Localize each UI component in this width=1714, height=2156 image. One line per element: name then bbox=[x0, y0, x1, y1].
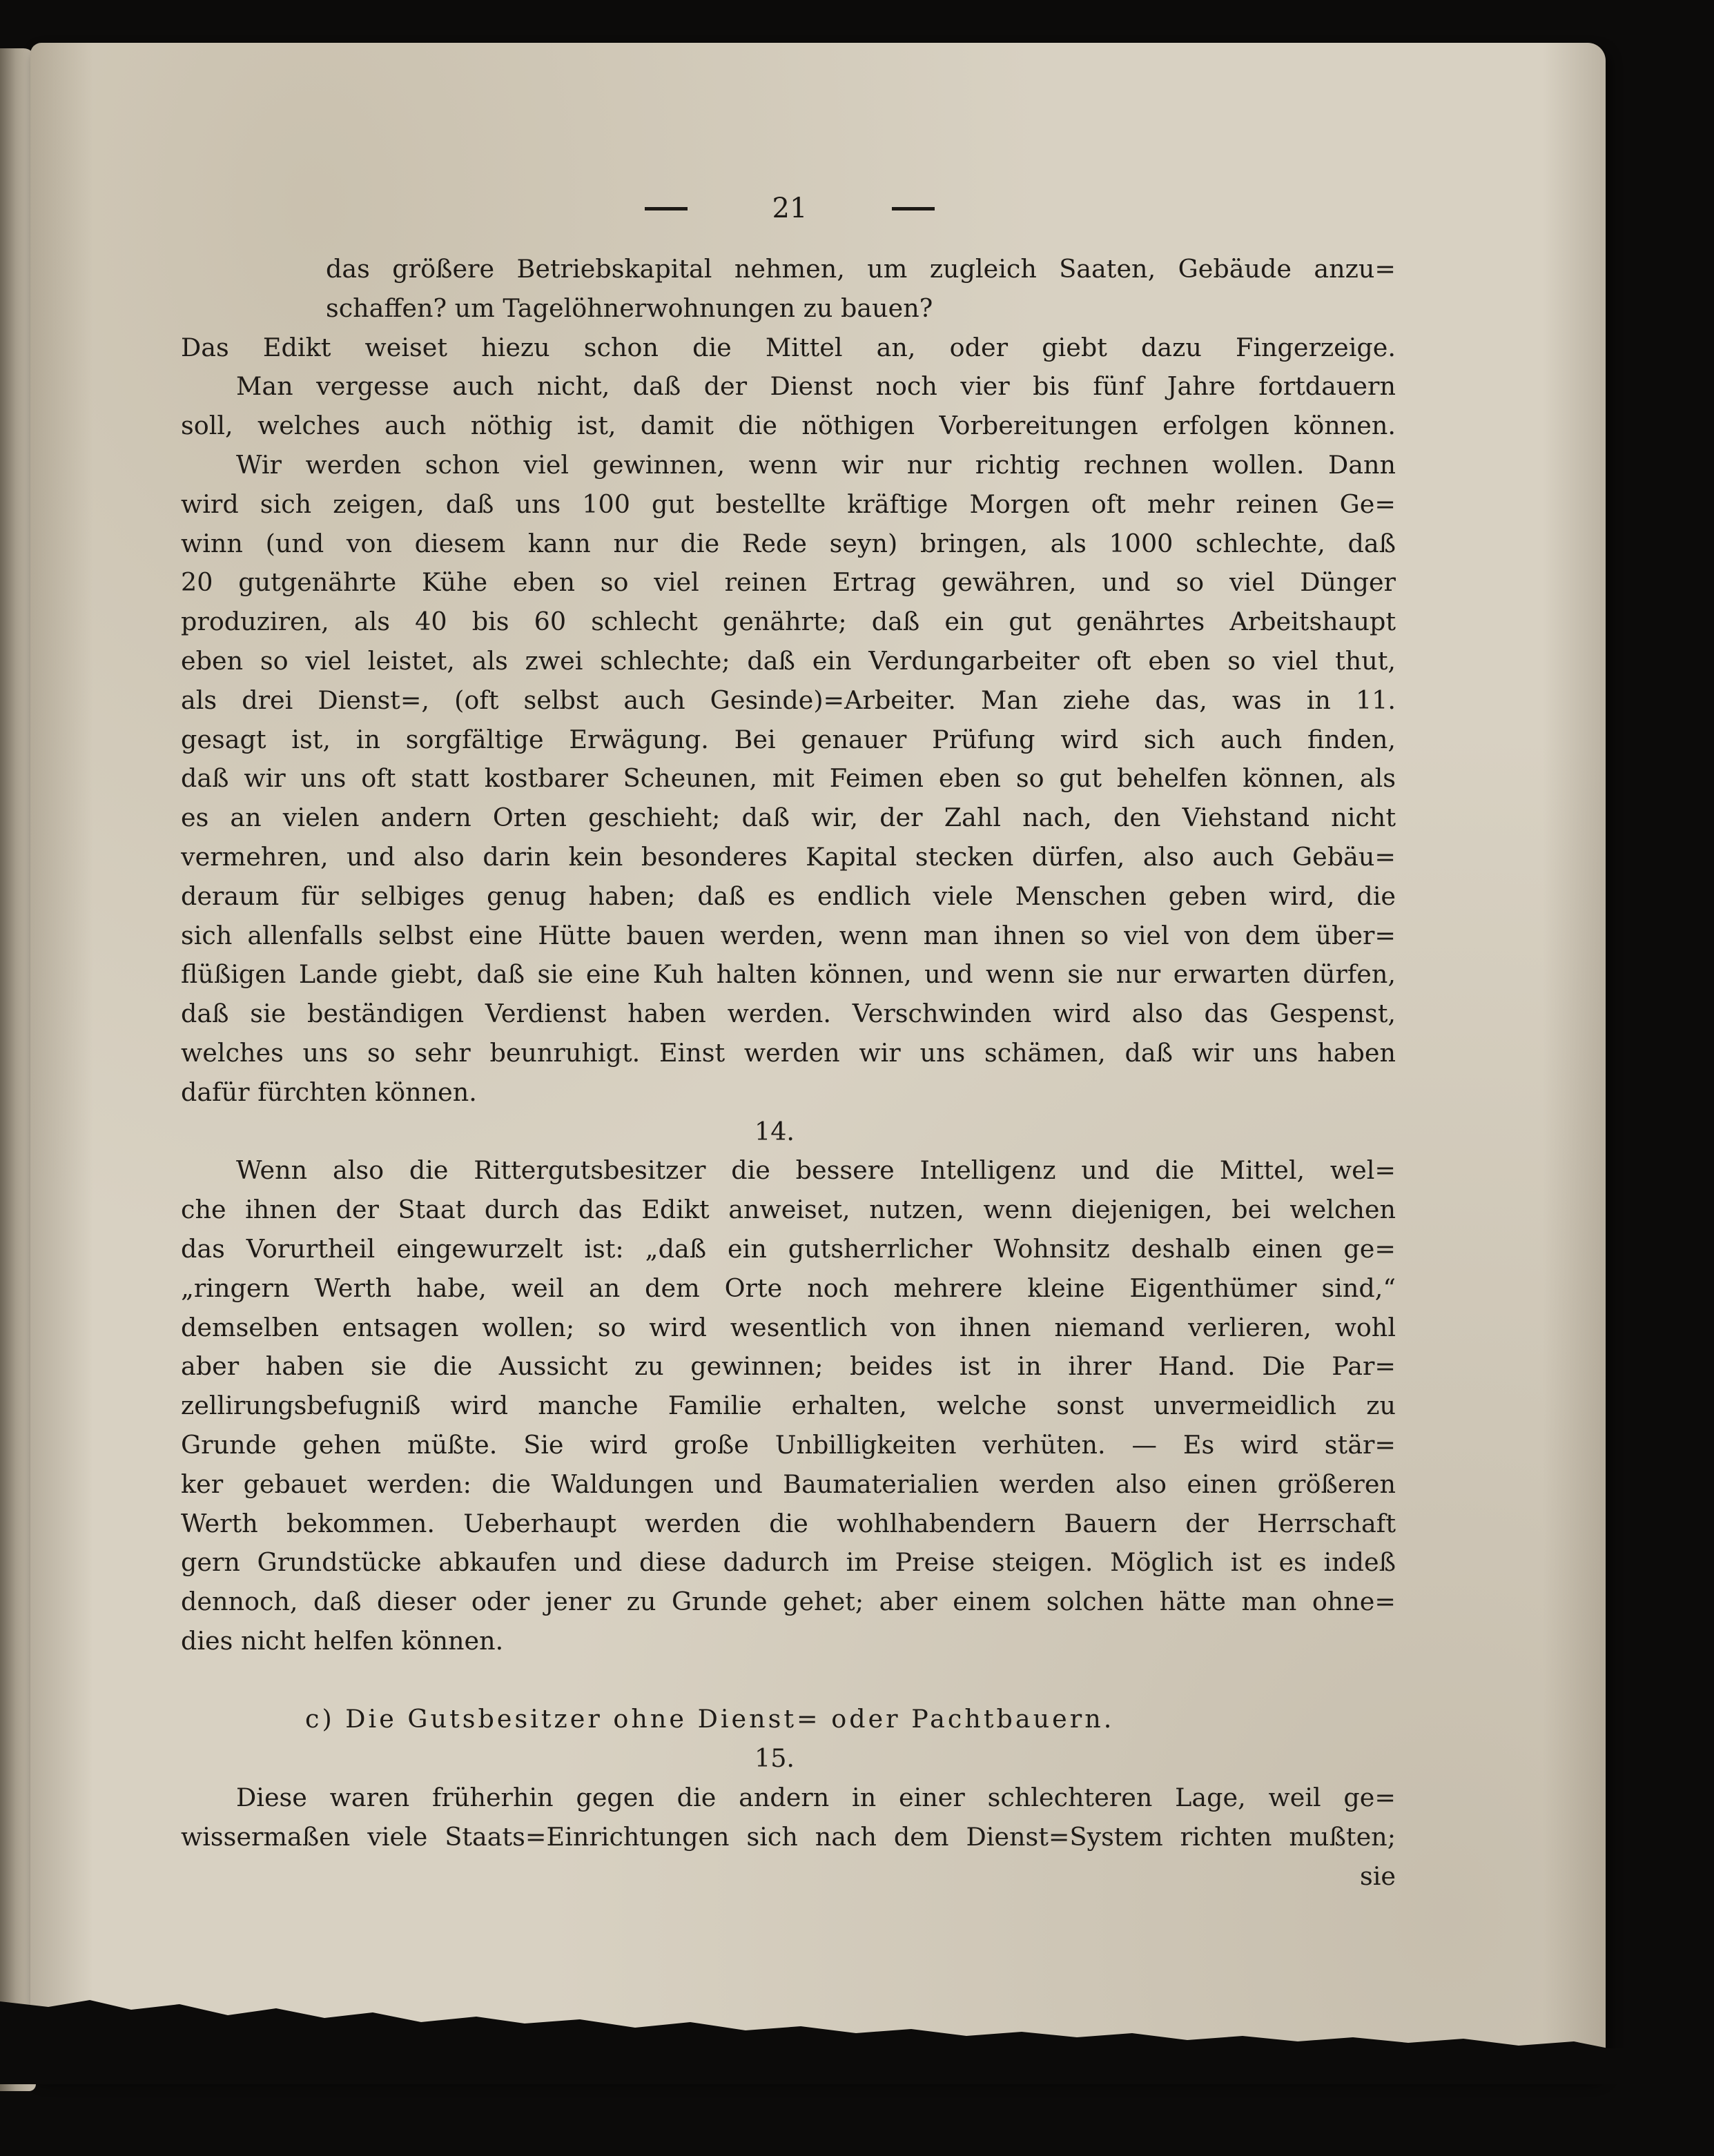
text-line: gern Grundstücke abkaufen und diese dadurch im Preise steigen. Möglich ist es indeß bbox=[181, 1547, 1396, 1578]
text-line: welches uns so sehr beunruhigt. Einst werden wir uns schämen, daß wir uns haben bbox=[181, 1037, 1396, 1068]
header-dash-right bbox=[892, 207, 935, 210]
text-line: dies nicht helfen können. bbox=[181, 1625, 504, 1656]
text-line: vermehren, und also darin kein besonderes Kapital stecken dürfen, also auch Gebäu= bbox=[181, 841, 1396, 872]
text-line: es an vielen andern Orten geschieht; daß wir, der Zahl nach, den Viehstand nicht bbox=[181, 803, 1396, 833]
text-line: wissermaßen viele Staats=Einrichtungen sich nach dem Dienst=System richten mußten; bbox=[181, 1821, 1396, 1852]
text-line: das größere Betriebskapital nehmen, um zugleich Saaten, Gebäude anzu= bbox=[326, 254, 1396, 284]
text-line: daß sie beständigen Verdienst haben werden. Verschwinden wird also das Gespenst, bbox=[181, 999, 1396, 1029]
text-line: dennoch, daß dieser oder jener zu Grunde gehet; aber einem solchen hätte man ohne= bbox=[181, 1587, 1396, 1617]
section-number: 14. bbox=[754, 1116, 795, 1146]
text-line: eben so viel leistet, als zwei schlechte; daß ein Verdungarbeiter oft eben so viel thut, bbox=[181, 645, 1396, 676]
page-body bbox=[181, 250, 1396, 1896]
section-number: 15. bbox=[754, 1743, 795, 1774]
text-line: aber haben sie die Aussicht zu gewinnen; beides ist in ihrer Hand. Die Par= bbox=[181, 1351, 1396, 1382]
text-line: Werth bekommen. Ueberhaupt werden die wohlhabendern Bauern der Herrschaft bbox=[181, 1508, 1396, 1538]
text-line: Grunde gehen müßte. Sie wird große Unbilligkeiten verhüten. — Es wird stär= bbox=[181, 1429, 1396, 1460]
text-line: deraum für selbiges genug haben; daß es endlich viele Menschen geben wird, die bbox=[181, 881, 1396, 911]
header-dash-left bbox=[645, 207, 688, 210]
text-line: zellirungsbefugniß wird manche Familie erhalten, welche sonst unvermeidlich zu bbox=[181, 1391, 1396, 1421]
text-line: Man vergesse auch nicht, daß der Dienst noch vier bis fünf Jahre fortdauern bbox=[236, 371, 1396, 402]
text-line: als drei Dienst=, (oft selbst auch Gesinde)=Arbeiter. Man ziehe das, was in 11. bbox=[181, 685, 1396, 715]
text-line: das Vorurtheil eingewurzelt ist: „daß ein gutsherrlicher Wohnsitz deshalb einen ge= bbox=[181, 1233, 1396, 1264]
text-line: Diese waren früherhin gegen die andern in einer schlechteren Lage, weil ge= bbox=[236, 1783, 1396, 1813]
text-line: winn (und von diesem kann nur die Rede seyn) bringen, als 1000 schlechte, daß bbox=[181, 528, 1396, 558]
text-line: wird sich zeigen, daß uns 100 gut bestellte kräftige Morgen oft mehr reinen Ge= bbox=[181, 489, 1396, 519]
catchword: sie bbox=[1359, 1861, 1396, 1891]
text-line: dafür fürchten können. bbox=[181, 1077, 477, 1107]
page-number: 21 bbox=[772, 193, 808, 224]
blank-line bbox=[181, 1661, 1396, 1701]
page-header bbox=[645, 188, 935, 229]
subsection-heading: c) Die Gutsbesitzer ohne Dienst= oder Pachtbauern. bbox=[305, 1704, 1115, 1734]
text-line: Wir werden schon viel gewinnen, wenn wir nur richtig rechnen wollen. Dann bbox=[236, 449, 1396, 480]
text-line: flüßigen Lande giebt, daß sie eine Kuh halten können, und wenn sie nur erwarten dürfen, bbox=[181, 959, 1396, 990]
text-line: Das Edikt weiset hiezu schon die Mittel an, oder giebt dazu Fingerzeige. bbox=[181, 332, 1396, 362]
text-line: ker gebauet werden: die Waldungen und Baumaterialien werden also einen größeren bbox=[181, 1469, 1396, 1499]
text-line: produziren, als 40 bis 60 schlecht genährte; daß ein gut genährtes Arbeitshaupt bbox=[181, 607, 1396, 637]
text-line: 20 gutgenährte Kühe eben so viel reinen Ertrag gewähren, und so viel Dünger bbox=[181, 567, 1396, 598]
text-line: soll, welches auch nöthig ist, damit die nöthigen Vorbereitungen erfolgen können. bbox=[181, 411, 1396, 441]
text-line: sich allenfalls selbst eine Hütte bauen werden, wenn man ihnen so viel von dem über= bbox=[181, 920, 1396, 950]
text-line: „ringern Werth habe, weil an dem Orte noch mehrere kleine Eigenthümer sind,“ bbox=[181, 1273, 1396, 1303]
text-line: Wenn also die Rittergutsbesitzer die bessere Intelligenz und die Mittel, wel= bbox=[236, 1155, 1396, 1186]
text-line: che ihnen der Staat durch das Edikt anweiset, nutzen, wenn diejenigen, bei welchen bbox=[181, 1195, 1396, 1225]
text-line: daß wir uns oft statt kostbarer Scheunen, mit Feimen eben so gut behelfen können, als bbox=[181, 763, 1396, 794]
text-line: demselben entsagen wollen; so wird wesentlich von ihnen niemand verlieren, wohl bbox=[181, 1312, 1396, 1342]
book-page bbox=[30, 43, 1606, 2079]
text-line: gesagt ist, in sorgfältige Erwägung. Bei genauer Prüfung wird sich auch finden, bbox=[181, 724, 1396, 754]
text-line: schaffen? um Tagelöhnerwohnungen zu bauen? bbox=[326, 293, 933, 323]
